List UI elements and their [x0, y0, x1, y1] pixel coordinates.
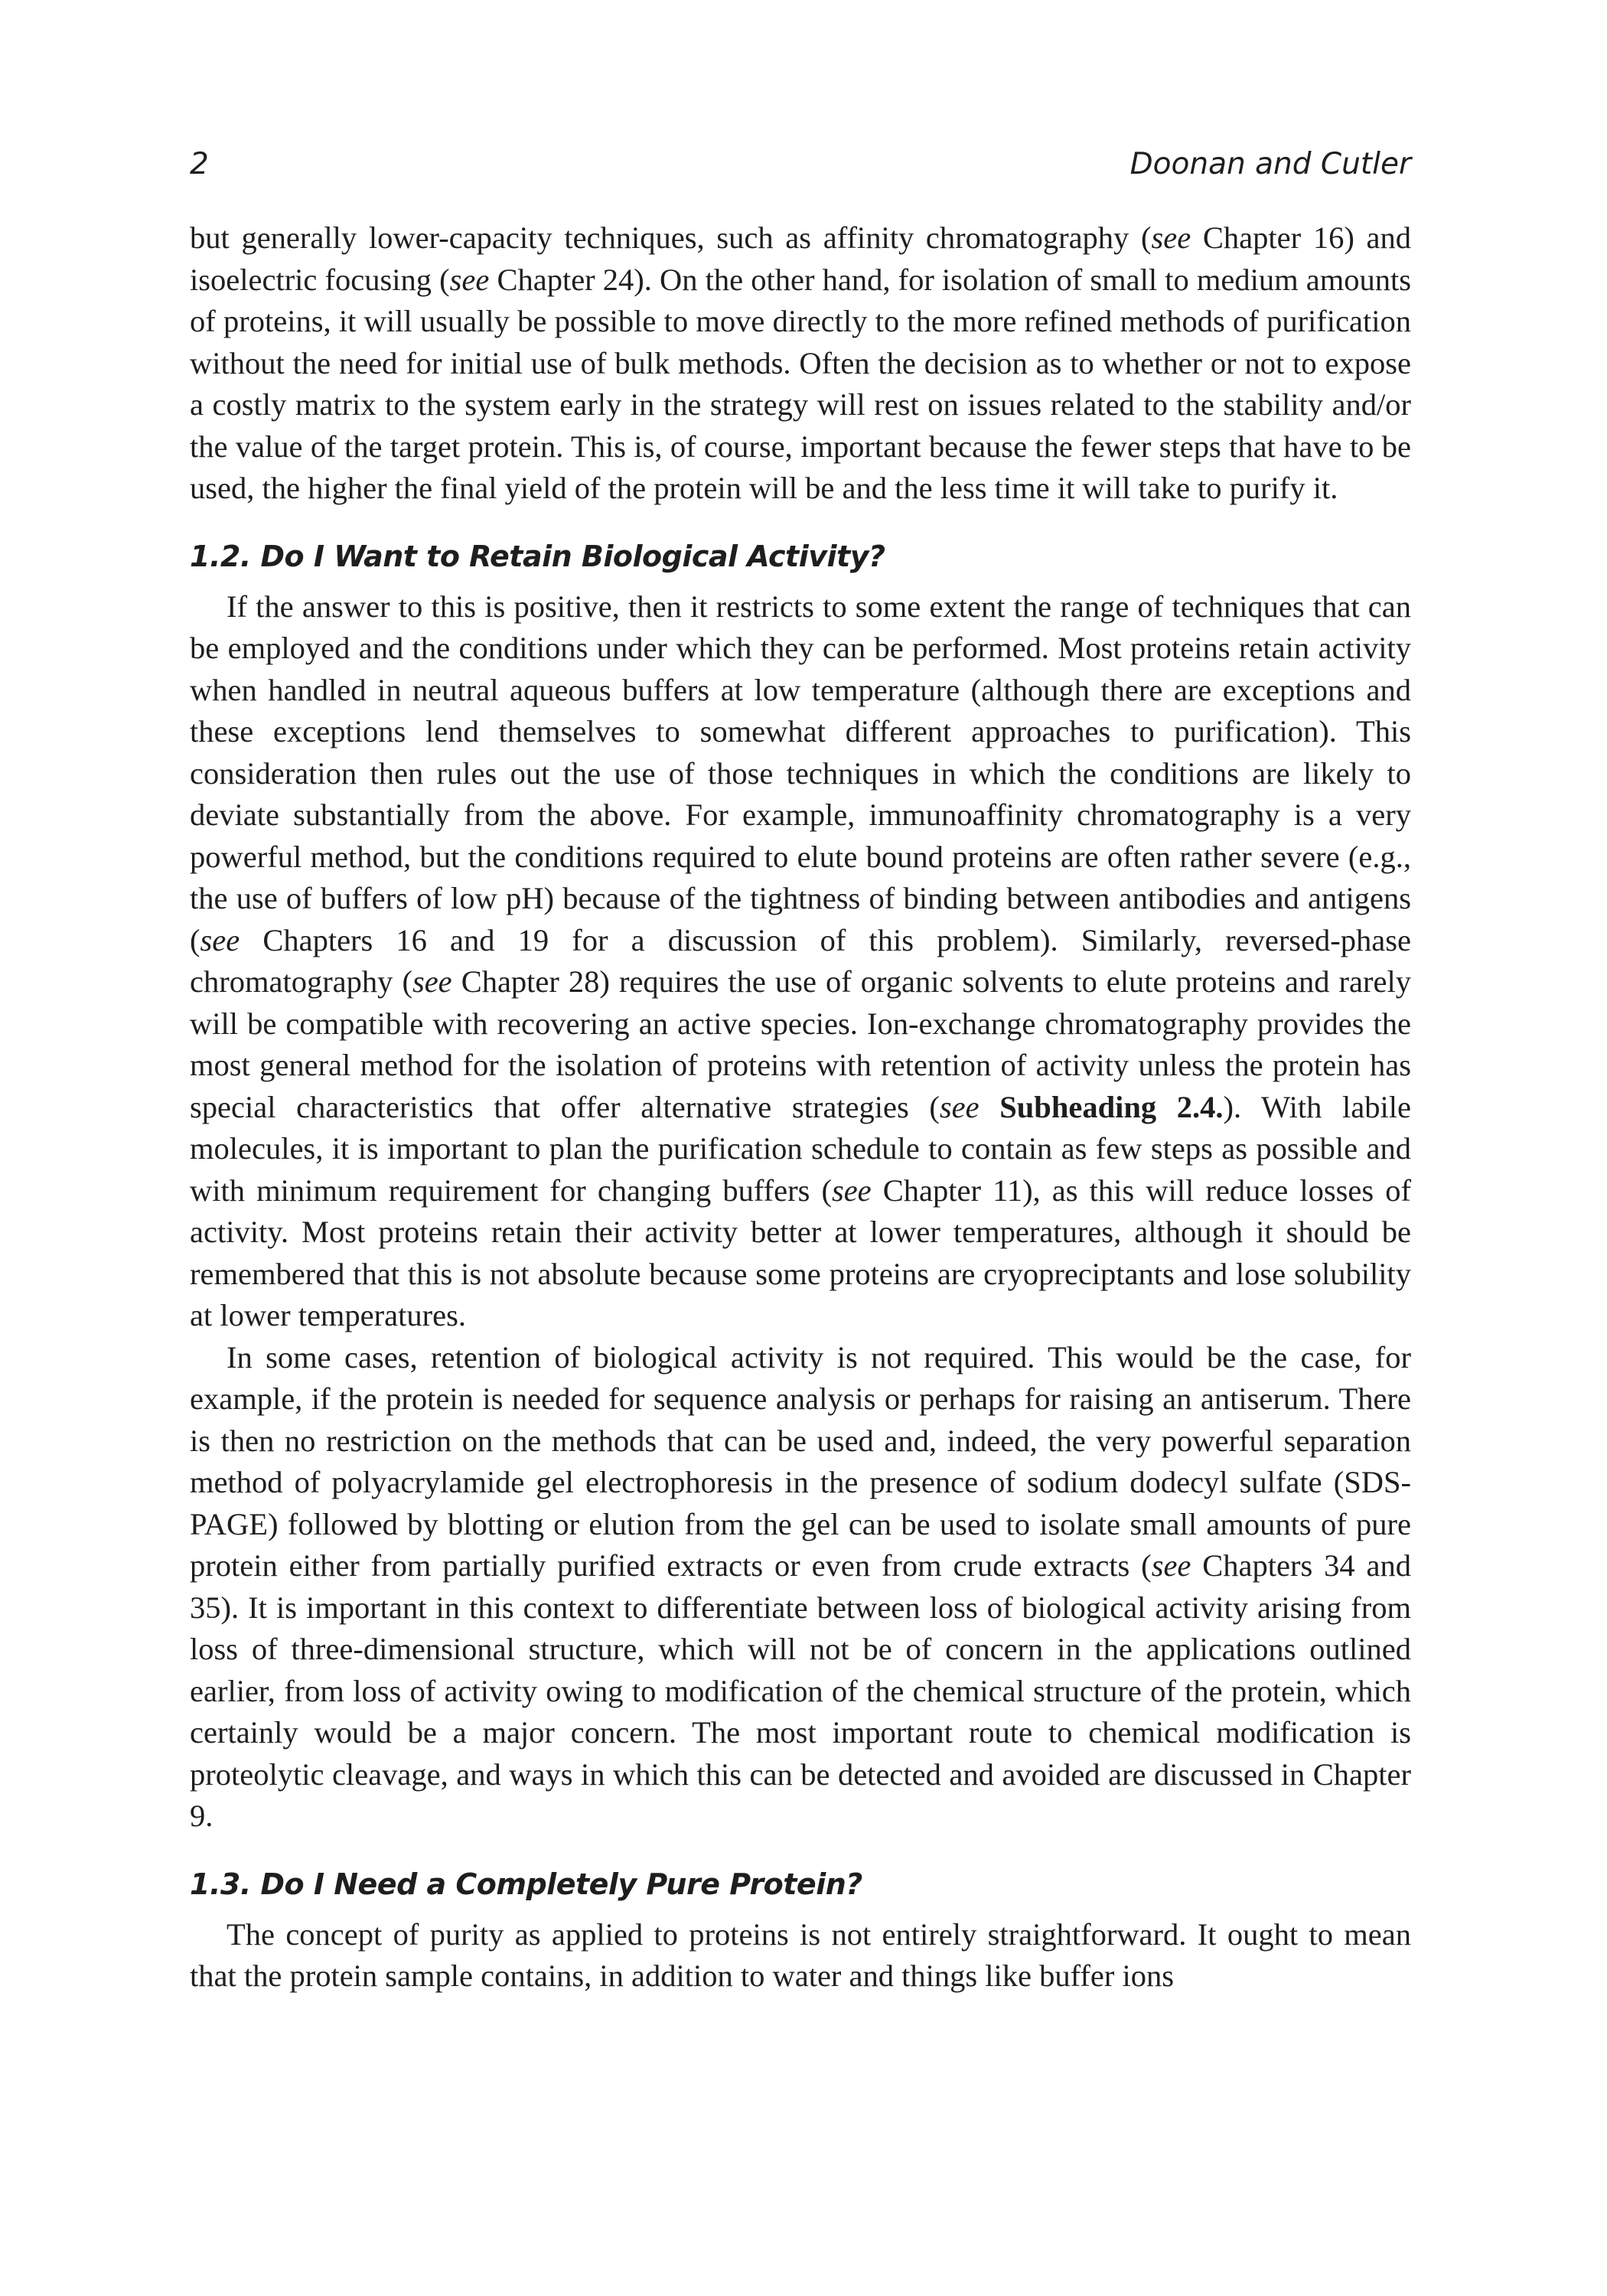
running-title: Doonan and Cutler [1129, 147, 1411, 181]
paragraph-2: If the answer to this is positive, then it restricts to some extent the range of techniques that can be employed and the conditions under which they can be performed. Most proteins retain activity when handled in neutral aqueous buffers at low temperature (although there are exceptions and these exceptions lend themselves to somewhat different approaches to purification). This consideration then rules out the use of those techniques in which the conditions are likely to deviate substantially from the above. For example, immunoaffinity chromatography is a very powerful method, but the conditions required to elute bound proteins are often rather severe (e.g., the use of buffers of low pH) because of the tightness of binding between antibodies and antigens (see Chapters 16 and 19 for a discussion of this problem). Similarly, reversed-phase chromatography (see Chapter 28) requires the use of organic solvents to elute proteins and rarely will be compatible with recovering an active species. Ion-exchange chromatography provides the most general method for the isolation of proteins with retention of activity unless the protein has special characteristics that offer alternative strategies (see Subheading 2.4.). With labile molecules, it is important to plan the purification schedule to contain as few steps as possible and with minimum requirement for changing buffers (see Chapter 11), as this will reduce losses of activity. Most proteins retain their activity better at lower temperatures, although it should be remembered that this is not absolute because some proteins are cryopreciptants and lose solubility at lower temperatures. [190, 589, 1411, 1332]
subheading-reference: Subheading 2.4. [999, 1089, 1224, 1124]
see-reference: see [1151, 1548, 1191, 1583]
see-reference: see [200, 922, 240, 957]
section-heading-1-2: 1.2. Do I Want to Retain Biological Activity? [190, 539, 885, 573]
body-text [190, 217, 1411, 1998]
page-number: 2 [190, 147, 209, 181]
paragraph-3: In some cases, retention of biological activity is not required. This would be the case, for example, if the protein is needed for sequence analysis or perhaps for raising an antiserum. There is then no restriction on the methods that can be used and, indeed, the very powerful separation method of polyacrylamide gel electrophoresis in the presence of sodium dodecyl sulfate (SDS-PAGE) followed by blotting or elution from the gel can be used to isolate small amounts of pure protein either from partially purified extracts or even from crude extracts (see Chapters 34 and 35). It is important in this context to differentiate between loss of biological activity arising from loss of three-dimensional structure, which will not be of concern in the applications outlined earlier, from loss of activity owing to modification of the chemical structure of the protein, which certainly would be a major concern. The most important route to chemical modification is proteolytic cleavage, and ways in which this can be detected and avoided are discussed in Chapter 9. [190, 1339, 1411, 1833]
see-reference: see [449, 262, 490, 297]
section-heading-1-3: 1.3. Do I Need a Completely Pure Protein? [190, 1867, 862, 1901]
paragraph-1: but generally lower-capacity techniques, such as affinity chromatography (see Chapter 16) and isoelectric focusing (see Chapter 24). On the other hand, for isolation of small to medium amounts of proteins, it will usually be possible to move directly to the more refined methods of purification without the need for initial use of bulk methods. Often the decision as to whether or not to expose a costly matrix to the system early in the strategy will rest on issues related to the stability and/or the value of the target protein. This is, of course, important because the fewer steps that have to be used, the higher the final yield of the protein will be and the less time it will take to purify it. [190, 220, 1412, 505]
paragraph-4: The concept of purity as applied to proteins is not entirely straightforward. It ought to mean that the protein sample contains, in addition to water and things like buffer ions [190, 1916, 1411, 1993]
see-reference: see [831, 1172, 872, 1208]
see-reference: see [412, 964, 452, 999]
see-reference: see [1151, 220, 1191, 255]
see-reference: see [939, 1089, 980, 1124]
running-head [190, 145, 1411, 184]
page [190, 145, 1411, 1998]
